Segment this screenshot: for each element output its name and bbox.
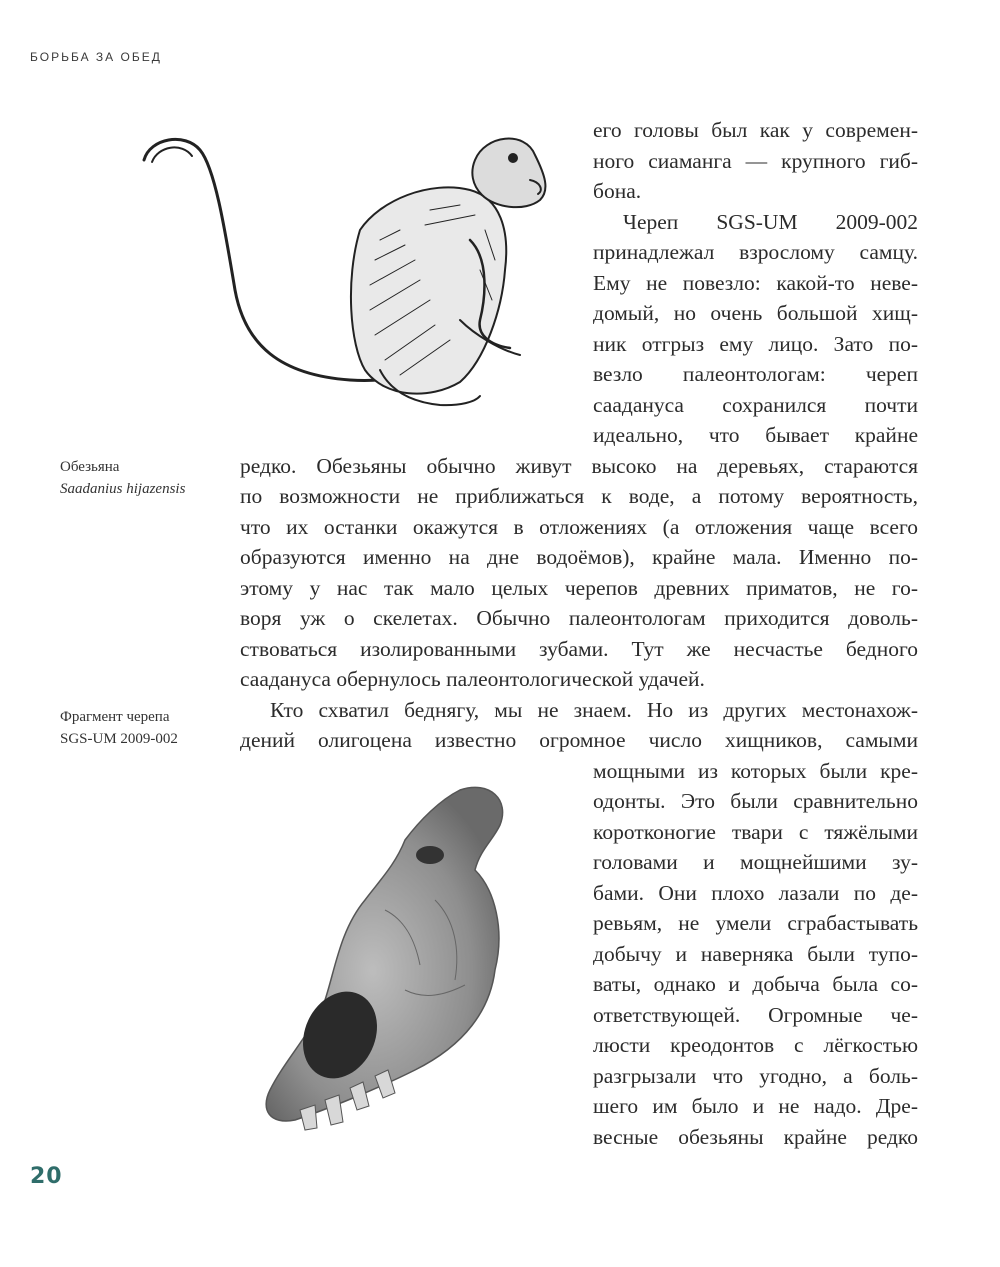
text-line: бона. (593, 179, 642, 203)
text-line: идеально, что бывает крайне (593, 423, 918, 447)
text-line: весные обезьяны крайне редко (593, 1124, 918, 1149)
text-line: мощными из которых были кре- (593, 758, 918, 783)
text-line: люсти креодонтов с лёгкостью (593, 1033, 918, 1057)
text-line: головами и мощнейшими зу- (593, 850, 918, 874)
text-line: что их останки окажутся в отложениях (а отложения чаще всего (240, 514, 918, 539)
text-line: добычу и наверняка были тупо- (593, 941, 918, 966)
text-line: ствоваться изолированными зубами. Тут же несчастье бедного (240, 636, 918, 661)
text-line: разгрызали что угодно, а боль- (593, 1063, 918, 1088)
text-line: Ему не повезло: какой-то неве- (593, 270, 918, 295)
text-line: саадануса сохранился почти (593, 392, 918, 417)
text-line: Череп SGS-UM 2009-002 (623, 209, 918, 234)
monkey-caption-title: Обезьяна (60, 459, 120, 475)
text-line: везло палеонтологам: череп (593, 362, 918, 386)
skull-caption-title: Фрагмент черепа (60, 709, 170, 725)
page-number: 20 (30, 1164, 63, 1189)
monkey-caption-species: Saadanius hijazensis (60, 481, 186, 497)
text-line: дений олигоцена известно огромное число хищников, самыми (240, 728, 918, 752)
skull-caption-id: SGS-UM 2009-002 (60, 731, 178, 747)
text-line: ответствующей. Огромные че- (593, 1002, 918, 1027)
text-line: ревьям, не умели сграбастывать (593, 911, 918, 935)
text-line: этому у нас так мало целых черепов древних приматов, не го- (240, 575, 918, 600)
text-line: принадлежал взрослому самцу. (593, 240, 918, 264)
text-line: бами. Они плохо лазали по де- (593, 880, 918, 905)
text-line: ного сиаманга — крупного гиб- (593, 148, 918, 173)
skull-photo (255, 780, 535, 1140)
text-line: коротконогие твари с тяжёлыми (593, 819, 918, 844)
text-line: одонты. Это были сравнительно (593, 789, 918, 813)
text-line: воря уж о скелетах. Обычно палеонтологам приходится доволь- (240, 606, 918, 630)
text-line: ваты, однако и добыча была со- (593, 972, 918, 996)
text-line: редко. Обезьяны обычно живут высоко на деревьях, стараются (240, 453, 918, 478)
running-header: БОРЬБА ЗА ОБЕД (30, 50, 162, 64)
text-line: шего им было и не надо. Дре- (593, 1094, 918, 1118)
text-line: ник отгрыз ему лицо. Зато по- (593, 331, 918, 356)
text-line: саадануса обернулось палеонтологической удачей. (240, 667, 705, 691)
monkey-caption (60, 456, 185, 500)
text-line: Кто схватил беднягу, мы не знаем. Но из других местонахож- (270, 697, 918, 722)
monkey-illustration (130, 120, 570, 420)
text-line: образуются именно на дне водоёмов), крайне мала. Именно по- (240, 545, 918, 569)
text-line: по возможности не приближаться к воде, а потому вероятность, (240, 484, 918, 508)
text-line: его головы был как у современ- (593, 118, 918, 142)
skull-caption (60, 706, 178, 750)
text-line: домый, но очень большой хищ- (593, 301, 918, 325)
